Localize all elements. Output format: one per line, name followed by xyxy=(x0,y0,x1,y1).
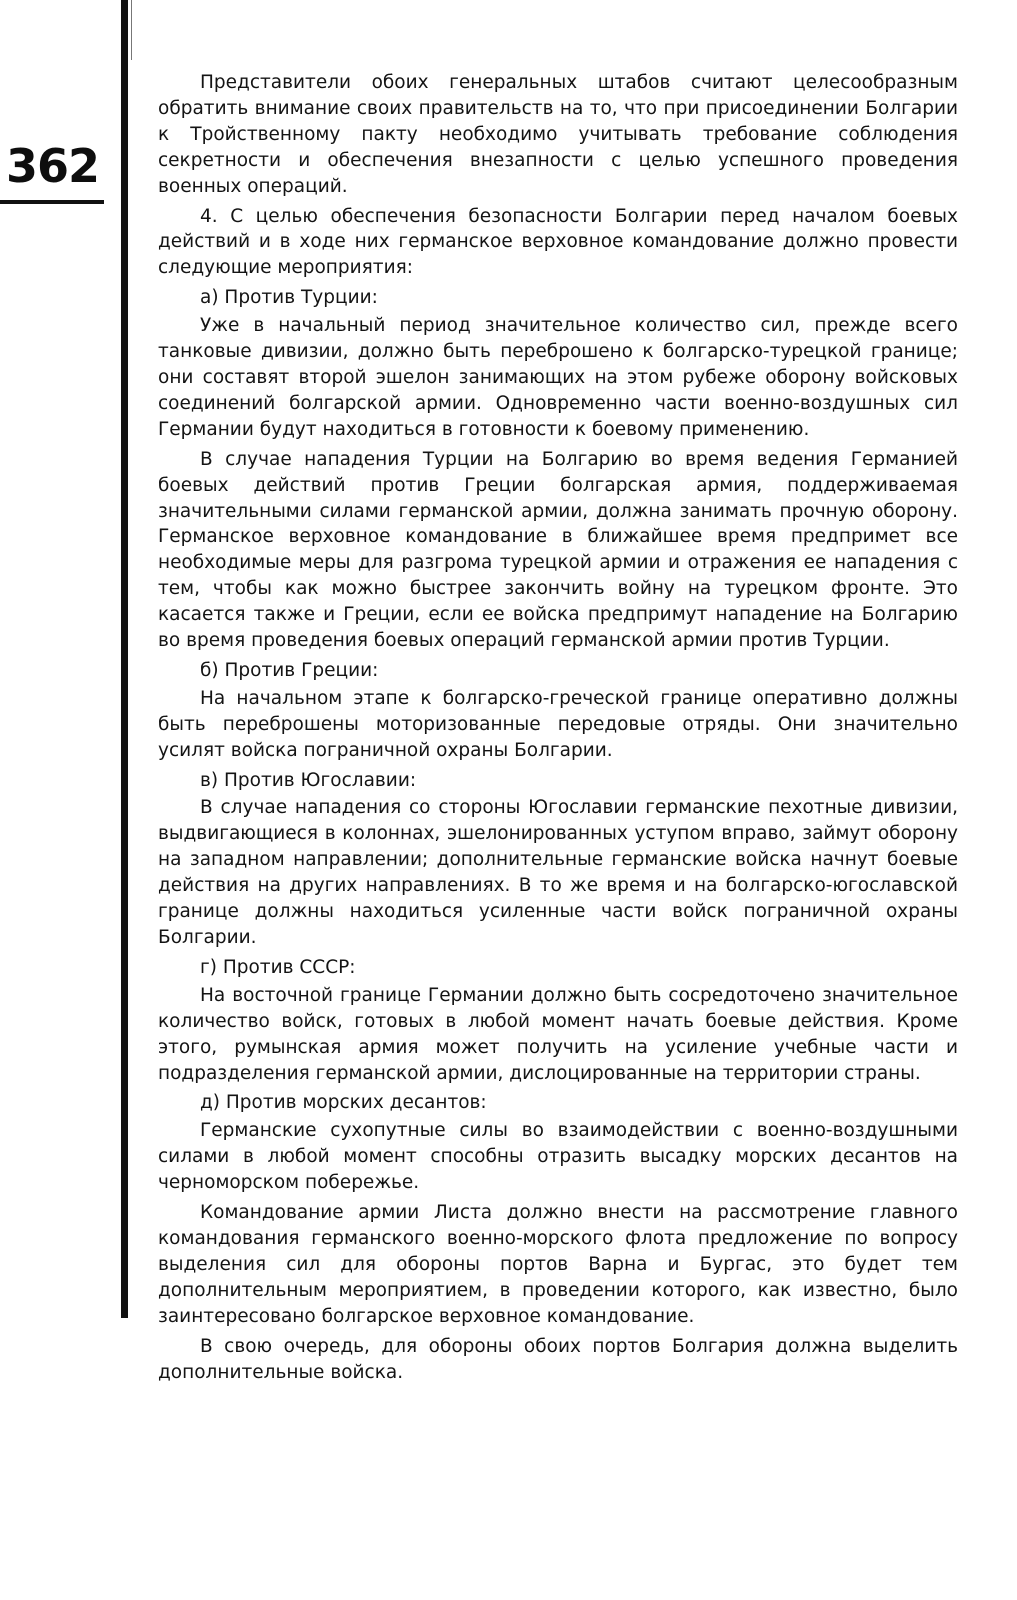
paragraph-ussr: На восточной границе Германии должно быть сосредоточено значительное количество войск, готовых в любой момент начать боевые действия. Кроме этого, румынская армия может получить на усиление учебные части и подразделения германской армии, дислоцированные на территории страны. xyxy=(158,984,958,1084)
heading-against-yugoslavia: в) Против Югославии: xyxy=(200,769,417,791)
paragraph-turkey-attack: В случае нападения Турции на Болгарию во время ведения Германией боевых действий против Греции болгарская армия, поддерживаемая значительными силами германской армии, должна занимать прочную оборону. Германское верховное командование в ближайшее время предпримет все необходимые меры для разгрома турецкой армии и отражения ее нападения с тем, чтобы как можно быстрее закончить войну на турецком фронте. Это касается также и Греции, если ее войска предпримут нападение на Болгарию во время проведения боевых операций германской армии против Турции. xyxy=(158,448,958,652)
heading-against-turkey: а) Против Турции: xyxy=(200,287,378,309)
heading-against-naval-landings: д) Против морских десантов: xyxy=(200,1092,487,1114)
page-number: 362 xyxy=(5,139,100,193)
paragraph-point-4: 4. С целью обеспечения безопасности Болгарии перед началом боевых действий и в ходе них германское верховное командование должно провести следующие мероприятия: xyxy=(158,205,958,279)
document-body xyxy=(158,70,958,1389)
paragraph-list-army-command: Командование армии Листа должно внести на рассмотрение главного командования германского военно-морского флота предложение по вопросу выделения сил для обороны портов Варна и Бургас, это будет тем дополнительным мероприятием, в проведении которого, как известно, было заинтересовано болгарское верховное командование. xyxy=(158,1202,958,1327)
paragraph-turkey-initial: Уже в начальный период значительное количество сил, прежде всего танковые дивизии, должно быть переброшено к болгарско-турецкой границе; они составят второй эшелон занимающих на этом рубеже оборону войсковых соединений болгарской армии. Одновременно части военно-воздушных сил Германии будут находиться в готовности к боевому применению. xyxy=(158,315,958,440)
paragraph-greece: На начальном этапе к болгарско-греческой границе оперативно должны быть переброшены моторизованные передовые отряды. Они значительно усилят войска пограничной охраны Болгарии. xyxy=(158,687,958,761)
paragraph-bulgaria-ports: В свою очередь, для обороны обоих портов Болгария должна выделить дополнительные войска. xyxy=(158,1335,958,1383)
paragraph-naval-landings: Германские сухопутные силы во взаимодействии с военно-воздушными силами в любой момент способны отразить высадку морских десантов на черноморском побережье. xyxy=(158,1120,958,1194)
paragraph-general-staffs: Представители обоих генеральных штабов считают целесообразным обратить внимание своих правительств на то, что при присоединении Болгарии к Тройственному пакту необходимо учитывать требование соблюдения секретности и обеспечения внезапности с целью успешного проведения военных операций. xyxy=(158,72,958,197)
heading-against-greece: б) Против Греции: xyxy=(200,659,379,681)
margin-rule-thin xyxy=(131,0,132,60)
margin-rule xyxy=(121,0,128,1318)
paragraph-yugoslavia: В случае нападения со стороны Югославии германские пехотные дивизии, выдвигающиеся в колоннах, эшелонированных уступом вправо, займут оборону на западном направлении; дополнительные германские войска начнут боевые действия на других направлениях. В то же время и на болгарско-югославской границе должны находиться усиленные части войск пограничной охраны Болгарии. xyxy=(158,797,958,948)
heading-against-ussr: г) Против СССР: xyxy=(200,956,356,978)
page-number-rule xyxy=(0,200,104,204)
